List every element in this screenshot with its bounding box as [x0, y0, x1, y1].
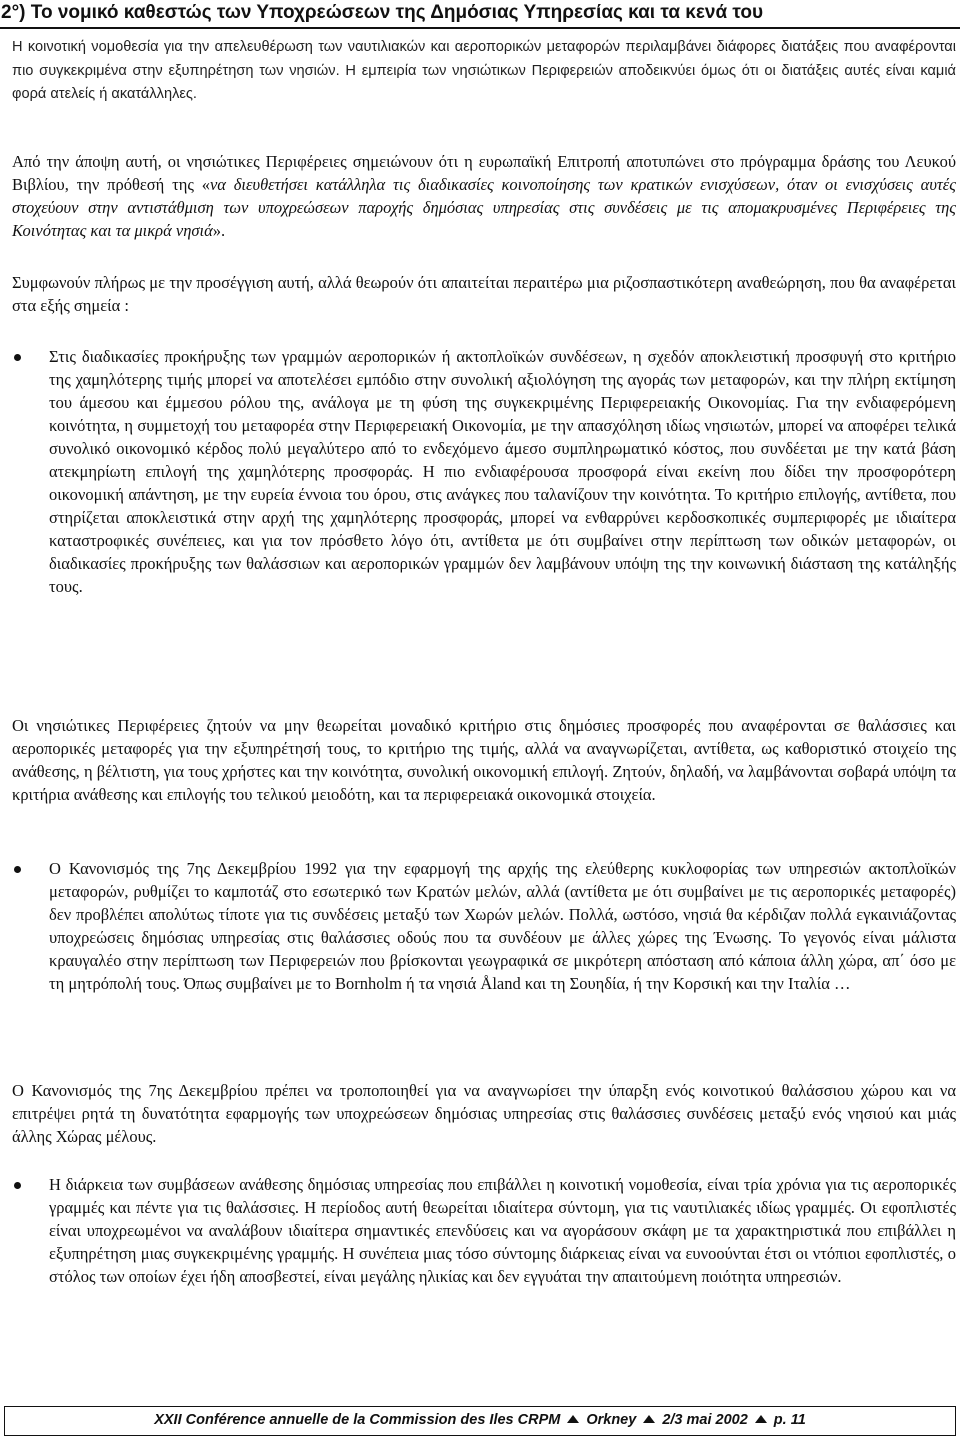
paragraph-white-paper-lead: Από την άποψη αυτή, οι νησιώτικες Περιφέρειες σημειώνουν ότι η ευρωπαϊκή Επιτροπή αποτυπώνει στο πρόγραμμα δράσης του Λευκού Βιβλίου, την πρόθεσή της «	[12, 152, 956, 194]
footer-conference: XXII Conférence annuelle de la Commission des Iles CRPM	[154, 1412, 561, 1428]
paragraph-island-requests: Οι νησιώτικες Περιφέρειες ζητούν να μην θεωρείται μοναδικό κριτήριο στις δημόσιες προσφορές που αναφέρονται σε θαλάσσιες και αεροπορικές μεταφορές για την εξυπηρέτησή τους, το κριτήριο της τιμής, αλλά να αναγνωρίζεται, αντίθετα, ως καθοριστικό στοιχείο της ανάθεσης, η βέλτιστη, για τους χρήστες και την κοινότητα, συνολική οικονομική επιλογή. Ζητούν, δηλαδή, να λαμβάνονται σοβαρά υπόψη τα κριτήρια ανάθεσης και επιλογής του τελικού μειοδότη, και τα περιφερειακά οικονομικά στοιχεία.	[12, 716, 956, 804]
triangle-separator-icon	[567, 1415, 579, 1423]
triangle-separator-icon	[643, 1415, 655, 1423]
page-footer	[4, 1406, 956, 1436]
paragraph-white-paper-close: ».	[212, 221, 226, 240]
paragraph-regulation-amendment: Ο Κανονισμός της 7ης Δεκεμβρίου πρέπει να τροποποιηθεί για να αναγνωρίσει την ύπαρξη ενός κοινοτικού θαλάσσιου χώρου και να επιτρέψει ρητά τη δυνατότητα εφαρμογής των υποχρεώσεων δημόσιας υπηρεσίας στις θαλάσσιες συνδέσεις μεταξύ ενός νησιού και μιάς άλλης Χώρας μέλους.	[12, 1081, 956, 1146]
footer-date: 2/3 mai 2002	[662, 1412, 748, 1428]
bullet-text: Ο Κανονισμός της 7ης Δεκεμβρίου 1992 για την εφαρμογή της αρχής της ελεύθερης κυκλοφορίας των υπηρεσιών ακτοπλοϊκών μεταφορών, ρυθμίζει το καμποτάζ στο εσωτερικό των Κρατών μελών, αλλά (αντίθετα με ότι συμβαίνει με τις αεροπορικές μεταφορές) δεν προβλέπει απολύτως τίποτε για τις συνδέσεις μεταξύ των Χωρών μελών. Πολλά, ωστόσο, νησιά θα κέρδιζαν πολλά εγκαινιάζοντας υποχρεώσεις δημόσιας υπηρεσίας στις θαλάσσιες οδούς που τα συνδέουν με άλλες χώρες της Ένωσης. Το γεγονός είναι μάλιστα κραυγαλέο στην περίπτωση των Περιφερειών που βρίσκονται γεωγραφικά σε μικρότερη απόσταση από κάποια άλλη χώρα, απ΄ όσο με τη μητρόπολή τους. Όπως συμβαίνει με το Bornholm ή τα νησιά Åland και τη Σουηδία, ή την Κορσική και την Ιταλία …	[49, 859, 956, 993]
footer-location: Orkney	[586, 1412, 637, 1428]
triangle-separator-icon	[755, 1415, 767, 1423]
bullet-text: Η διάρκεια των συμβάσεων ανάθεσης δημόσιας υπηρεσίας που επιβάλλει η κοινοτική νομοθεσία, είναι τρία χρόνια για τις αεροπορικές γραμμές και πέντε για τις θαλάσσιες. Η περίοδος αυτή θεωρείται ιδιαίτερα σύντομη, για τις ναυτιλιακές ιδίως γραμμές. Οι εφοπλιστές είναι υποχρεωμένοι να αναλάβουν ιδιαίτερα σημαντικές επενδύσεις και να αγοράσουν σκάφη με τα χαρακτηριστικά που επιβάλλει η εξυπηρέτηση μιας συγκεκριμένης γραμμής. Η συνέπεια μιας τόσο σύντομης διάρκειας είναι να ευνοούνται έτσι οι ντόπιοι εφοπλιστές, ο στόλος των οποίων έχει ήδη αποσβεστεί, είναι μεγάλης ηλικίας και δεν εγγυάται την απαιτούμενη ποιότητα υπηρεσιών.	[49, 1175, 956, 1286]
bullet-icon	[14, 866, 21, 873]
paragraph-intro: Η κοινοτική νομοθεσία για την απελευθέρωση των ναυτιλιακών και αεροπορικών μεταφορών περιλαμβάνει διάφορες διατάξεις που αναφέρονται πιο συγκεκριμένα στην εξυπηρέτηση των νησιών. Η εμπειρία των νησιώτικων Περιφερειών αποδεικνύει όμως ότι οι διατάξεις αυτές είναι καμιά φορά ατελείς ή ακατάλληλες.	[12, 39, 956, 102]
white-paper-quote: να διευθετήσει κατάλληλα τις διαδικασίες κοινοποίησης των κρατικών ενισχύσεων, όταν οι ενισχύσεις αυτές στοχεύουν στην αντιστάθμιση των υποχρεώσεων παροχής δημόσιας υπηρεσίας στις συνδέσεις με τις απομακρυσμένες Περιφέρειες της Κοινότητας και τα μικρά νησιά	[12, 175, 957, 240]
bullet-icon	[14, 1182, 21, 1189]
heading-underline	[0, 27, 960, 29]
section-heading: 2°) Το νομικό καθεστώς των Υποχρεώσεων της Δημόσιας Υπηρεσίας και τα κενά του	[1, 2, 764, 23]
paragraph-agreement: Συμφωνούν πλήρως με την προσέγγιση αυτή, αλλά θεωρούν ότι απαιτείται περαιτέρω μια ριζοσπαστικότερη αναθεώρηση, που θα αναφέρεται στα εξής σημεία :	[12, 273, 956, 315]
bullet-icon	[14, 354, 21, 361]
bullet-text: Στις διαδικασίες προκήρυξης των γραμμών αεροπορικών ή ακτοπλοϊκών συνδέσεων, η σχεδόν αποκλειστική προσφυγή στο κριτήριο της χαμηλότερης τιμής μπορεί να αποτελέσει εμπόδιο στην συνολική αξιολόγηση της αγοράς των μεταφορών, και την πλήρη εκτίμηση του άμεσου και έμμεσου ρόλου της, ανάλογα με τη φύση της συγκεκριμένης Περιφερειακής Οικονομίας. Για την ενδιαφερόμενη κοινότητα, η συμμετοχή του μεταφορέα στην Περιφερειακή Οικονομία, με την απασχόληση ιδίως νησιωτών, μπορεί να αποφέρει τελικά συνολικό οικονομικό κέρδος πολύ μεγαλύτερο από το ενδεχόμενο άμεσο συμπληρωματικό κόστος, που συνδέεται με την κατά βάση ατεκμηρίωτη επιλογή της χαμηλότερης προσφοράς. Η πιο ενδιαφέρουσα προσφορά είναι εκείνη που δίδει την προσφορότερη οικονομική απάντηση, με την ευρεία έννοια του όρου, στις ανάγκες που ταλανίζουν την κοινότητα. Το κριτήριο επιλογής, αντίθετα, που στηρίζεται αποκλειστικά στην αρχή της χαμηλότερης προσφοράς, μπορεί να ενθαρρύνει κερδοσκοπικές συμπεριφορές με ιδιαίτερα καταστροφικές συνέπειες, και για τον πρόσθετο λόγο ότι, αντίθετα με ότι συμβαίνει στην περίπτωση των οδικών μεταφορών, οι διαδικασίες προκήρυξης των θαλάσσιων και αεροπορικών γραμμών δεν λαμβάνουν υπόψη της την κοινωνική διάσταση της κατάληξής τους.	[49, 347, 956, 596]
footer-page-number: p. 11	[773, 1412, 806, 1428]
paragraph-white-paper	[12, 150, 956, 242]
